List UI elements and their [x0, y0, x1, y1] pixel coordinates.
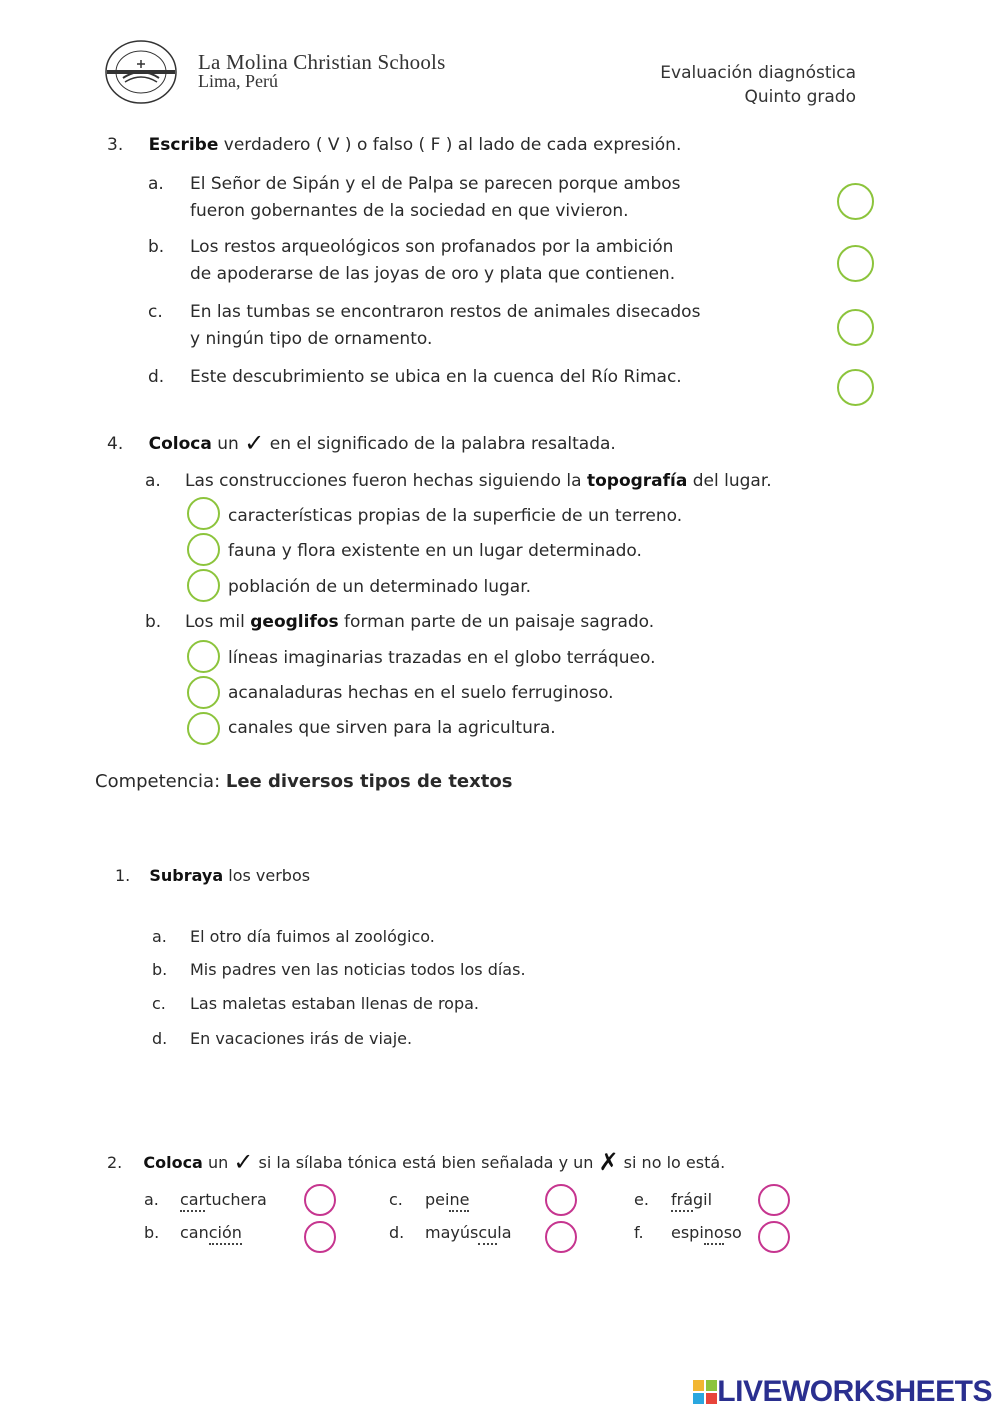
option-circle-q4b-2[interactable]: [187, 676, 220, 709]
stressed-syllable: frá: [671, 1190, 693, 1212]
answer-circle-r2c[interactable]: [545, 1184, 577, 1216]
liveworksheets-wordmark: LIVEWORKSHEETS: [717, 1375, 992, 1408]
q4-a-option: población de un determinado lugar.: [228, 577, 532, 597]
r2-word-cartuchera: cartuchera: [180, 1188, 267, 1212]
r1-number: 1.: [115, 866, 131, 885]
r1-item-letter: c.: [152, 994, 166, 1013]
r2-word-mayuscula: mayúscula: [425, 1221, 512, 1245]
r1-verb: Subraya: [149, 866, 224, 885]
q4-b-letter: b.: [145, 612, 162, 632]
r1-item-sentence: Las maletas estaban llenas de ropa.: [190, 994, 480, 1013]
evaluation-grade: Quinto grado: [744, 87, 856, 107]
school-logo: [103, 38, 179, 106]
option-circle-q4b-3[interactable]: [187, 712, 220, 745]
option-circle-q4a-3[interactable]: [187, 569, 220, 602]
competencia-label: Competencia:: [95, 771, 226, 792]
r1-heading: [115, 864, 310, 888]
q4-b-option: acanaladuras hechas en el suelo ferruginoso.: [228, 683, 614, 703]
r2-word-letter: c.: [389, 1190, 403, 1209]
r2-heading: [107, 1148, 726, 1176]
q4-a-option: fauna y flora existente en un lugar determinado.: [228, 541, 642, 561]
checkmark-icon: ✓: [244, 429, 265, 457]
answer-circle-r2e[interactable]: [758, 1184, 790, 1216]
competencia-line: [95, 771, 512, 792]
q4-a-sentence: [185, 469, 772, 493]
answer-circle-r2a[interactable]: [304, 1184, 336, 1216]
checkmark-icon: ✓: [233, 1148, 254, 1176]
answer-circle-r2d[interactable]: [545, 1221, 577, 1253]
school-name: La Molina Christian Schools: [198, 50, 446, 74]
r2-word-letter: b.: [144, 1223, 160, 1242]
r2-verb: Coloca: [143, 1153, 203, 1172]
school-city: Lima, Perú: [198, 71, 278, 91]
q4-a-letter: a.: [145, 471, 161, 491]
r2-post: si no lo está.: [618, 1153, 726, 1172]
r2-pre: un: [202, 1153, 234, 1172]
evaluation-title: Evaluación diagnóstica: [660, 63, 856, 83]
cross-icon: ✗: [598, 1148, 619, 1176]
q4-heading: [107, 429, 616, 457]
q4-b-option: canales que sirven para la agricultura.: [228, 718, 556, 738]
r2-word-peine: peine: [425, 1188, 469, 1212]
q4-a-post: del lugar.: [687, 471, 772, 491]
q3-item-letter: a.: [148, 174, 164, 194]
answer-circle-q3d[interactable]: [837, 369, 874, 406]
r2-word-letter: a.: [144, 1190, 159, 1209]
q4-b-option: líneas imaginarias trazadas en el globo terráqueo.: [228, 648, 656, 668]
evaluation-header: [660, 61, 856, 109]
option-circle-q4a-1[interactable]: [187, 497, 220, 530]
q3-item-d-line1: Este descubrimiento se ubica en la cuenca del Río Rimac.: [190, 367, 682, 387]
r1-item-sentence: Mis padres ven las noticias todos los días.: [190, 960, 526, 979]
q3-number: 3.: [107, 135, 124, 155]
option-circle-q4a-2[interactable]: [187, 533, 220, 566]
q4-a-highlight: topografía: [586, 471, 688, 491]
answer-circle-r2f[interactable]: [758, 1221, 790, 1253]
q3-instruction: verdadero ( V ) o falso ( F ) al lado de cada expresión.: [218, 135, 682, 155]
r1-item-sentence: El otro día fuimos al zoológico.: [190, 927, 435, 946]
liveworksheets-brand: [693, 1375, 992, 1409]
q3-item-letter: d.: [148, 367, 165, 387]
r2-word-letter: f.: [634, 1223, 644, 1242]
q3-heading: [107, 133, 681, 157]
competencia-value: Lee diversos tipos de textos: [225, 771, 513, 792]
q3-item-c-line2: y ningún tipo de ornamento.: [190, 329, 433, 349]
answer-circle-q3c[interactable]: [837, 309, 874, 346]
liveworksheets-logo-icon: [693, 1380, 717, 1404]
answer-circle-q3a[interactable]: [837, 183, 874, 220]
q3-item-a-line2: fueron gobernantes de la sociedad en que vivieron.: [190, 201, 629, 221]
r2-word-cancion: canción: [180, 1221, 242, 1245]
q3-item-b-line1: Los restos arqueológicos son profanados por la ambición: [190, 237, 674, 257]
q4-b-sentence: [185, 610, 654, 634]
q3-item-a-line1: El Señor de Sipán y el de Palpa se parecen porque ambos: [190, 174, 681, 194]
r2-word-letter: d.: [389, 1223, 405, 1242]
q3-item-letter: b.: [148, 237, 165, 257]
stressed-syllable: ción: [209, 1223, 242, 1245]
r2-mid: si la sílaba tónica está bien señalada y un: [253, 1153, 599, 1172]
stressed-syllable: cu: [478, 1223, 497, 1245]
r2-word-espinoso: espinoso: [671, 1221, 742, 1245]
q4-verb: Coloca: [148, 434, 212, 454]
r1-instruction: los verbos: [223, 866, 311, 885]
q4-pre: un: [211, 434, 245, 454]
r1-item-letter: d.: [152, 1029, 168, 1048]
stressed-syllable: no: [704, 1223, 724, 1245]
q3-item-c-line1: En las tumbas se encontraron restos de animales disecados: [190, 302, 701, 322]
r1-item-letter: b.: [152, 960, 168, 979]
q3-verb: Escribe: [148, 135, 219, 155]
q4-a-option: características propias de la superficie de un terreno.: [228, 506, 683, 526]
q4-number: 4.: [107, 434, 124, 454]
q4-a-pre: Las construcciones fueron hechas siguiendo la: [185, 471, 587, 491]
q4-b-post: forman parte de un paisaje sagrado.: [338, 612, 655, 632]
stressed-syllable: ne: [449, 1190, 469, 1212]
q4-instruction: en el significado de la palabra resaltada.: [264, 434, 616, 454]
r2-word-letter: e.: [634, 1190, 649, 1209]
stressed-syllable: car: [180, 1190, 205, 1212]
q3-item-letter: c.: [148, 302, 163, 322]
r1-item-sentence: En vacaciones irás de viaje.: [190, 1029, 413, 1048]
q4-b-pre: Los mil: [185, 612, 251, 632]
r2-word-fragil: frágil: [671, 1188, 712, 1212]
q4-b-highlight: geoglifos: [250, 612, 339, 632]
r1-item-letter: a.: [152, 927, 167, 946]
answer-circle-q3b[interactable]: [837, 245, 874, 282]
r2-number: 2.: [107, 1153, 123, 1172]
answer-circle-r2b[interactable]: [304, 1221, 336, 1253]
q3-item-b-line2: de apoderarse de las joyas de oro y plata que contienen.: [190, 264, 676, 284]
option-circle-q4b-1[interactable]: [187, 640, 220, 673]
